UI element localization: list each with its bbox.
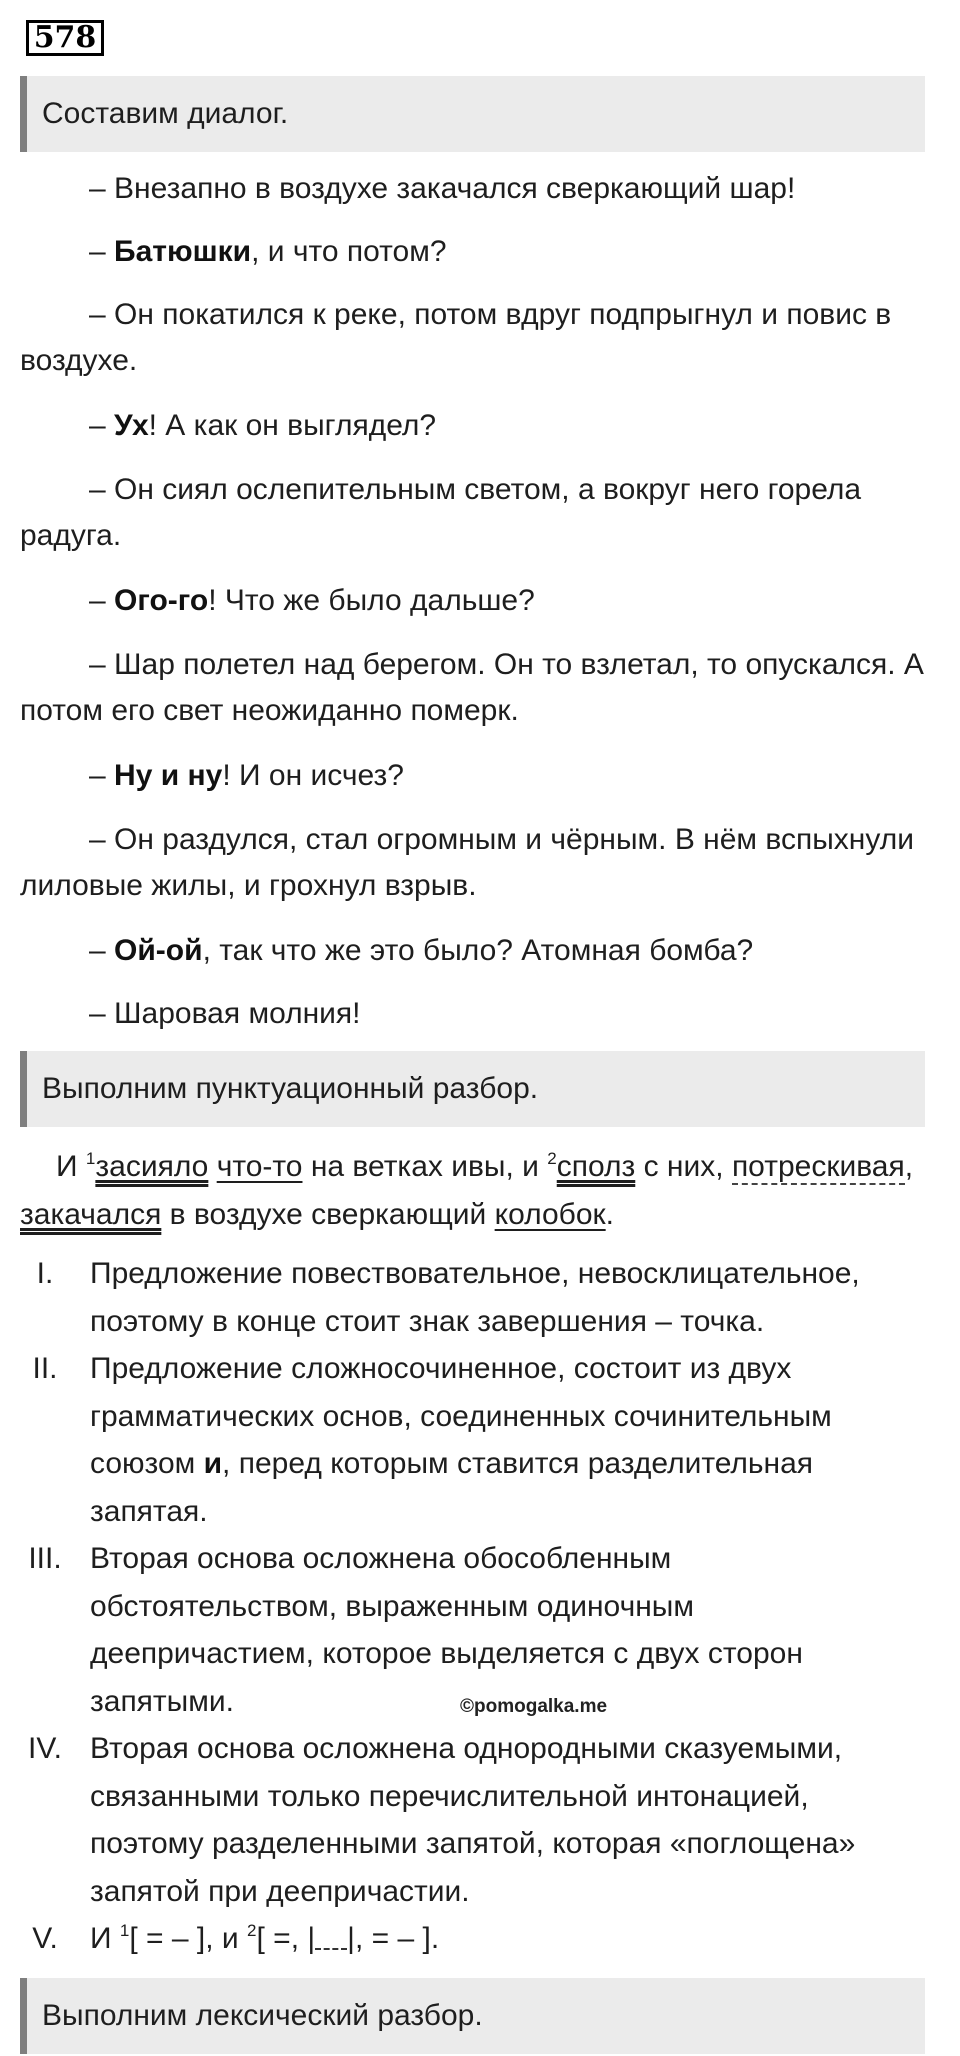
list-item (20, 1725, 940, 1915)
adverbial-blank (315, 1928, 347, 1950)
section-title-dialog: Составим диалог. (20, 76, 925, 152)
dialog-line: – Ну и ну! И он исчез? (89, 759, 404, 792)
sentence-scheme: И $^1$[ = – ], и $^2$[ =, | |, = – ]. (90, 1921, 440, 1955)
exercise-number: 578 (26, 20, 104, 56)
list-text: Вторая основа осложнена однородными сказуемыми, связанными только перечислительной интонацией, поэтому разделенными запятой, которая «поглощена» запятой при деепричастии. (90, 1732, 856, 1908)
list-item (20, 1250, 940, 1345)
dialog-line: – Он покатился к реке, потом вдруг подпрыгнул и повис в воздухе. (20, 298, 892, 377)
dialog-line: – Ого-го! Что же было дальше? (89, 584, 535, 617)
analysis-list (20, 1250, 940, 1963)
analyzed-sentence: И $^1$засияло что-то на ветках ивы, и $^2$сполз с них, потрескивая, закачался в воздухе сверкающий колобок. (20, 1149, 914, 1231)
dialog-line: – Батюшки, и что потом? (89, 235, 447, 268)
predicate-word: сполз (556, 1150, 636, 1183)
list-item (20, 1915, 940, 1963)
list-marker: IV. (28, 1732, 62, 1765)
watermark: ©pomogalka.me (460, 1696, 608, 1717)
dialog-line: – Он сиял ослепительным светом, а вокруг него горела радуга. (20, 473, 862, 552)
section-title-punctuation: Выполним пунктуационный разбор. (20, 1051, 925, 1127)
dialog-line: – Ух! А как он выглядел? (89, 409, 437, 442)
predicate-word: закачался (20, 1198, 162, 1231)
subject-word: колобок (494, 1198, 606, 1231)
list-marker: II. (32, 1352, 58, 1385)
dialog-line: – Шаровая молния! (89, 997, 361, 1030)
list-item (20, 1345, 940, 1535)
list-marker: III. (28, 1542, 62, 1575)
list-text: Предложение сложносочиненное, состоит из двух грамматических основ, соединенных сочинительным союзом и, перед которым ставится разделительная запятая. (90, 1352, 832, 1528)
dialog-line: – Он раздулся, стал огромным и чёрным. В нём вспыхнули лиловые жилы, и грохнул взрыв. (20, 823, 914, 902)
adverbial-word: потрескивая (731, 1150, 905, 1183)
subject-word: что-то (216, 1150, 303, 1183)
list-marker: I. (36, 1257, 54, 1290)
dialog-line: – Шар полетел над берегом. Он то взлетал, то опускался. А потом его свет неожиданно померк. (20, 648, 924, 727)
dialog-line: – Внезапно в воздухе закачался сверкающий шар! (89, 172, 796, 205)
list-text: Предложение повествовательное, невосклицательное, поэтому в конце стоит знак завершения – точка. (90, 1257, 860, 1338)
section-title-lexical: Выполним лексический разбор. (20, 1978, 925, 2054)
list-text: Вторая основа осложнена обособленным обстоятельством, выраженным одиночным деепричастием, которое выделяется с двух сторон запятыми. (90, 1542, 803, 1718)
predicate-word: засияло (95, 1150, 209, 1183)
list-marker: V. (32, 1922, 58, 1955)
dialog-line: – Ой-ой, так что же это было? Атомная бомба? (89, 934, 754, 967)
